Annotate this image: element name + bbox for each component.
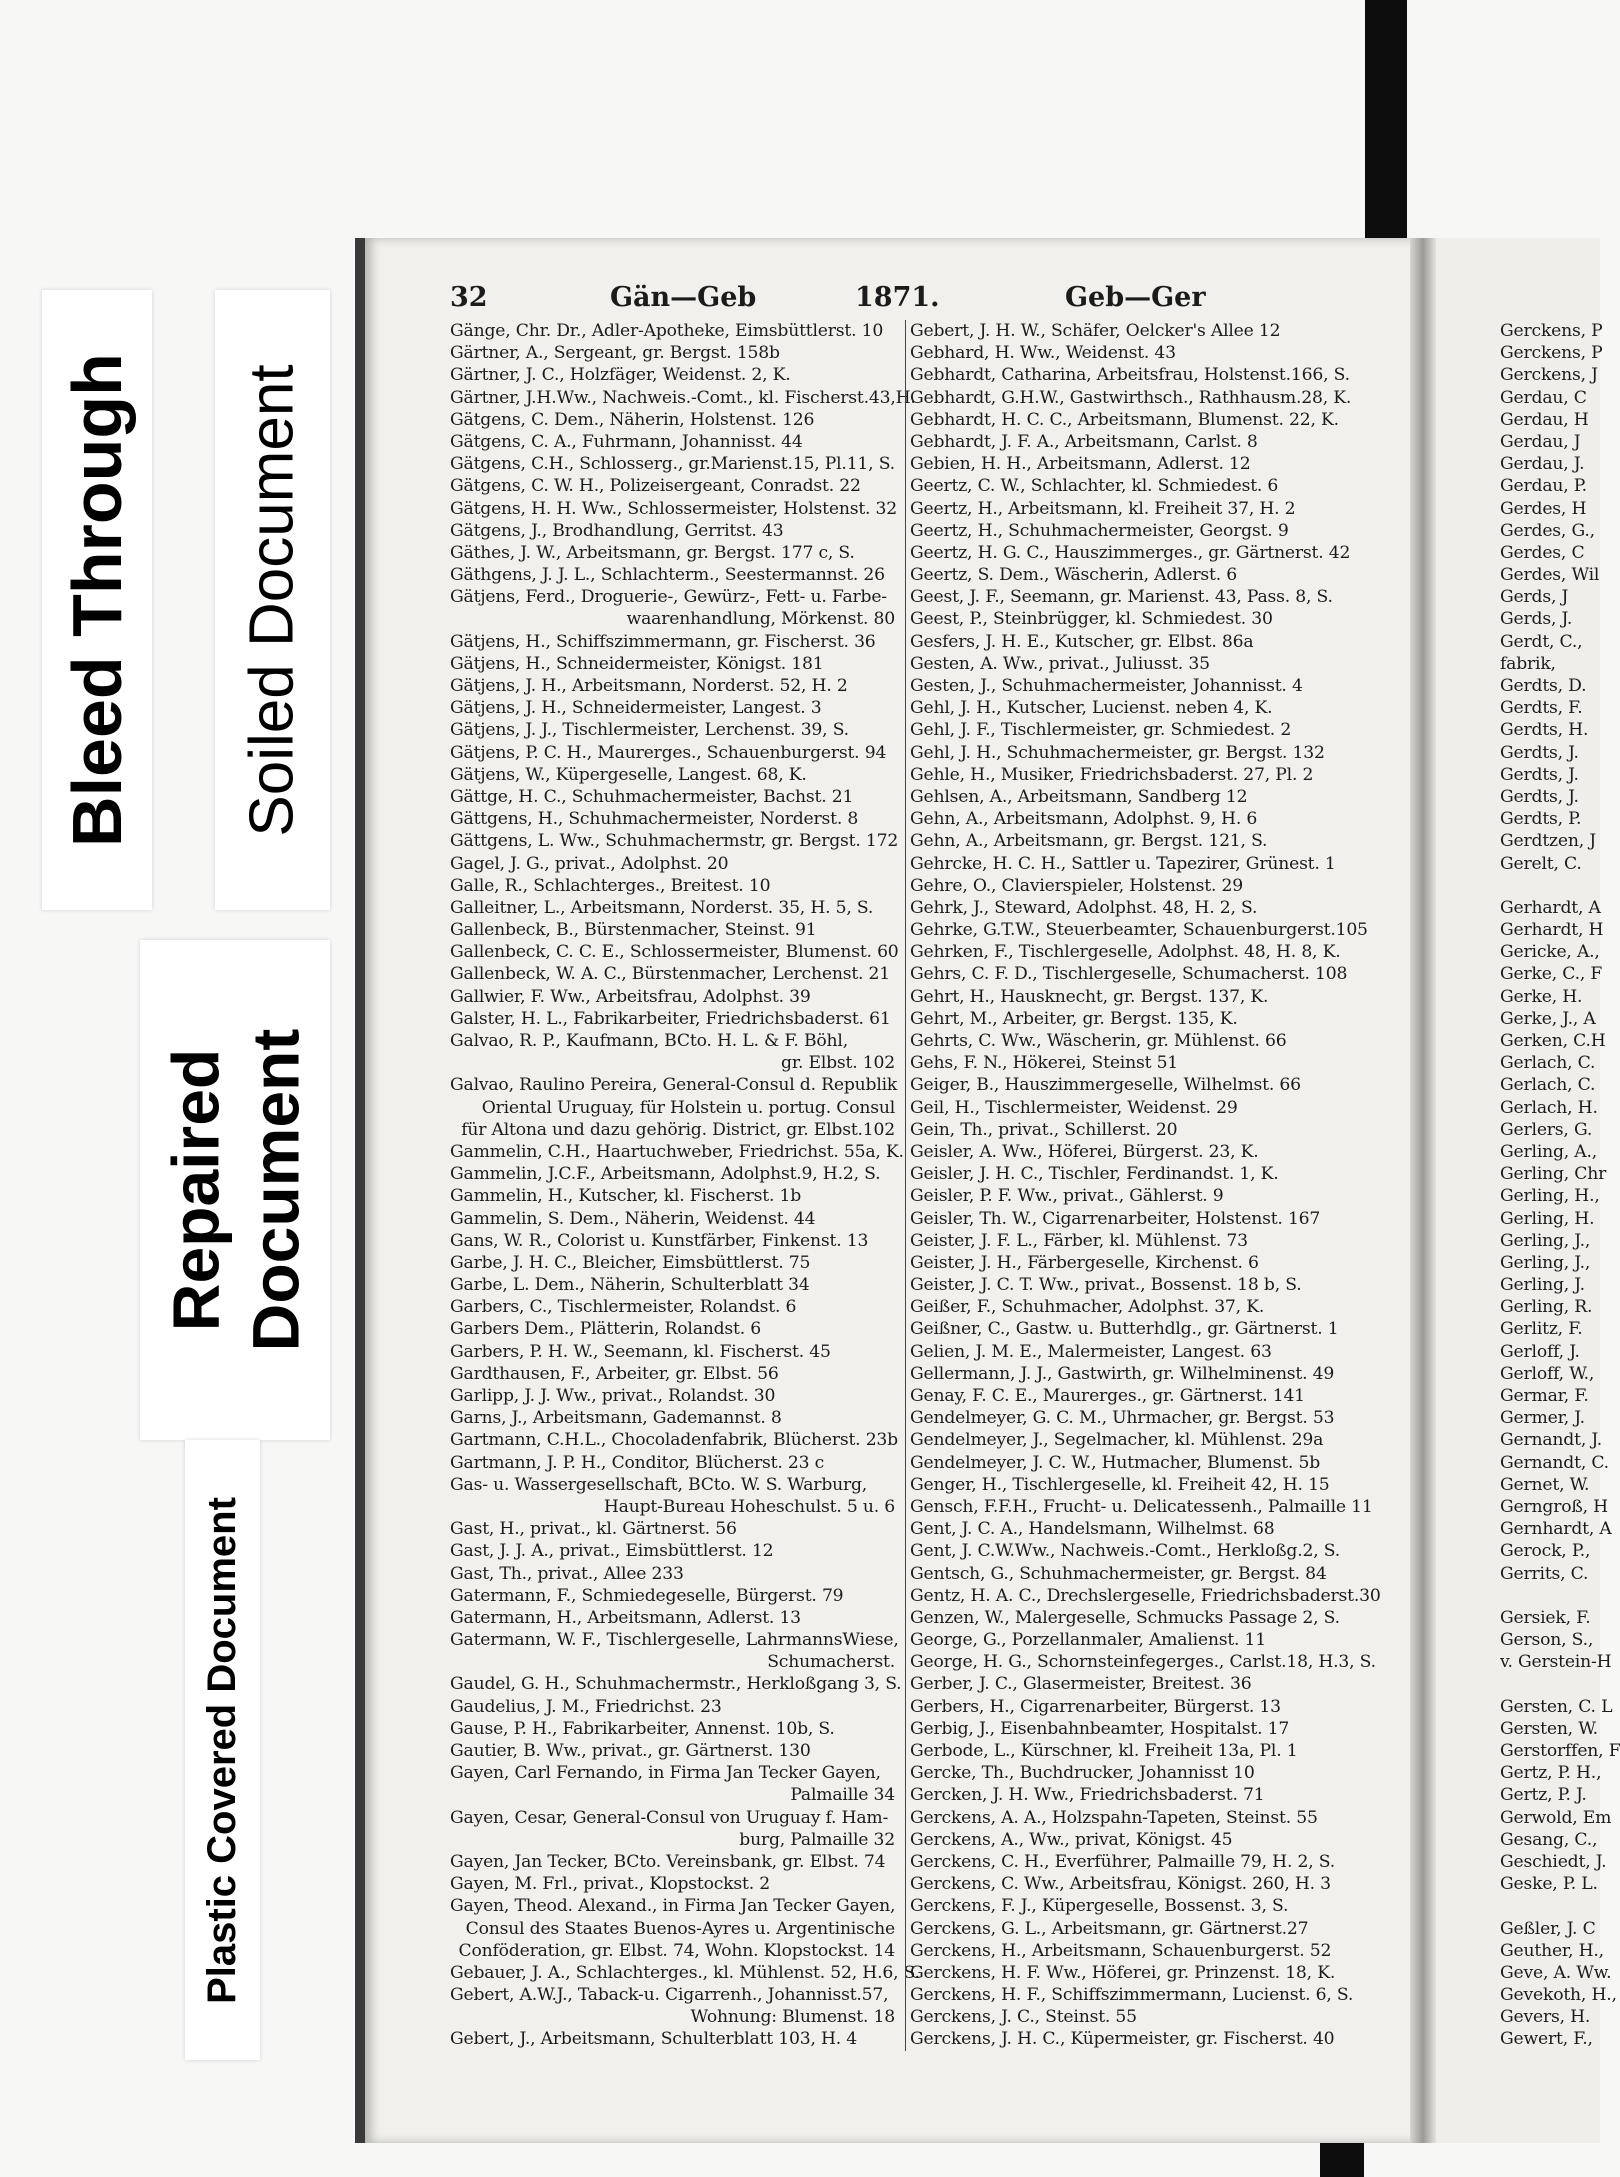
plastic-covered-text: Plastic Covered Document: [200, 1496, 245, 2004]
directory-entry: burg, Palmaille 32: [739, 1829, 895, 1850]
directory-entry: George, H. G., Schornsteinfegerges., Carlst.18, H.3, S.: [910, 1652, 1376, 1673]
directory-entry: Gerckens, F. J., Küpergeselle, Bossenst. 3, S.: [910, 1896, 1289, 1917]
directory-entry: Geßler, J. C: [1500, 1918, 1596, 1939]
repaired-document-text: Repaired Document: [158, 1028, 312, 1352]
directory-entry: Gerdts, P.: [1500, 809, 1582, 830]
directory-entry: Gebert, J., Arbeitsmann, Schulterblatt 103, H. 4: [450, 2029, 858, 2050]
directory-entry: Gersten, W.: [1500, 1718, 1598, 1739]
directory-entry: Gerelt, C.: [1500, 853, 1582, 874]
directory-entry: Gehn, A., Arbeitsmann, Adolphst. 9, H. 6: [910, 809, 1258, 830]
directory-entry: Genger, H., Tischlergeselle, kl. Freiheit 42, H. 15: [910, 1474, 1330, 1495]
directory-entry: Geisler, Th. W., Cigarrenarbeiter, Holstenst. 167: [910, 1208, 1321, 1229]
directory-entry: Gentz, H. A. C., Drechslergeselle, Friedrichsbaderst.30: [910, 1585, 1381, 1606]
directory-entry: Gehrk, J., Steward, Adolphst. 48, H. 2, S.: [910, 897, 1258, 918]
directory-entry: Gerstorffen, F: [1500, 1741, 1620, 1761]
directory-entry: Wohnung: Blumenst. 18: [690, 2007, 895, 2028]
directory-entry: Gallenbeck, B., Bürstenmacher, Steinst. 91: [450, 920, 817, 941]
directory-entry: Gerwold, Em: [1500, 1807, 1612, 1828]
directory-entry: Garlipp, J. J. Ww., privat., Rolandst. 30: [450, 1386, 776, 1406]
directory-entry: Gayen, Cesar, General-Consul von Uruguay f. Ham-: [450, 1807, 889, 1828]
directory-entry: Geertz, H., Schuhmachermeister, Georgst. 9: [910, 520, 1289, 541]
directory-entry: Gayen, Carl Fernando, in Firma Jan Tecker Gayen,: [450, 1763, 881, 1784]
directory-entry: Gesang, C.,: [1500, 1829, 1598, 1850]
directory-entry: Gehre, O., Clavierspieler, Holstenst. 29: [910, 875, 1243, 896]
directory-entry: für Altona und dazu gehörig. District, gr. Elbst.102: [461, 1119, 895, 1140]
directory-entry: Geißer, F., Schuhmacher, Adolphst. 37, K.: [910, 1297, 1265, 1318]
directory-entry: Gernandt, J.: [1500, 1430, 1602, 1451]
repaired-document-label: [140, 940, 330, 1440]
directory-entry: Gehrken, F., Tischlergeselle, Adolphst. 48, H. 8, K.: [910, 942, 1341, 963]
directory-entry: Gerhardt, H: [1500, 920, 1604, 941]
directory-entry: Gerdts, D.: [1500, 676, 1587, 696]
header-right-range: Geb—Ger: [1065, 282, 1206, 313]
directory-entry: Gerngroß, H: [1500, 1496, 1608, 1517]
directory-entry: Gätgens, C. Dem., Näherin, Holstenst. 126: [450, 409, 815, 430]
directory-entry: Gerckens, C. Ww., Arbeitsfrau, Königst. 260, H. 3: [910, 1874, 1331, 1895]
directory-entry: Gebert, A.W.J., Taback-u. Cigarrenh., Johannisst.57,: [450, 1985, 889, 2006]
directory-entry: Gebhardt, J. F. A., Arbeitsmann, Carlst. 8: [910, 431, 1258, 452]
directory-entry: Gent, J. C.W.Ww., Nachweis.-Comt., Herkloßg.2, S.: [910, 1541, 1340, 1562]
directory-entry: Geil, H., Tischlermeister, Weidenst. 29: [910, 1097, 1238, 1118]
directory-entry: Gerock, P.,: [1500, 1541, 1591, 1562]
directory-entry: Haupt-Bureau Hoheschulst. 5 u. 6: [603, 1496, 895, 1517]
directory-entry: Gerber, J. C., Glasermeister, Breitest. 36: [910, 1674, 1252, 1695]
directory-entry: Gäthes, J. W., Arbeitsmann, gr. Bergst. 177 c, S.: [450, 542, 855, 563]
directory-entry: Gättgens, H., Schuhmachermeister, Norderst. 8: [450, 809, 859, 830]
soiled-document-text: Soiled Document: [238, 363, 307, 837]
directory-entry: Gerke, H.: [1500, 986, 1583, 1007]
directory-entry: Gerdes, H: [1500, 498, 1587, 519]
directory-entry: Gehrts, C. Ww., Wäscherin, gr. Mühlenst. 66: [910, 1031, 1287, 1051]
directory-entry: Gerckens, C. H., Everführer, Palmaille 79, H. 2, S.: [910, 1851, 1335, 1872]
directory-entry: Gerlach, C.: [1500, 1053, 1596, 1074]
directory-entry: Gensch, F.F.H., Frucht- u. Delicatessenh., Palmaille 11: [910, 1496, 1373, 1517]
directory-entry: Gerckens, J: [1500, 365, 1598, 386]
directory-entry: Gevekoth, H.,: [1500, 1985, 1617, 2006]
directory-entry: Germar, F.: [1500, 1386, 1589, 1406]
directory-entry: [1500, 1673, 1600, 1695]
directory-entry: Gatermann, H., Arbeitsmann, Adlerst. 13: [450, 1607, 801, 1628]
directory-entry: Gätjens, H., Schneidermeister, Königst. 181: [450, 653, 824, 674]
directory-entry: Gatermann, F., Schmiedegeselle, Bürgerst. 79: [450, 1585, 844, 1606]
directory-entry: Gardthausen, F., Arbeiter, gr. Elbst. 56: [450, 1363, 779, 1384]
directory-entry: Geertz, H. G. C., Hauszimmerges., gr. Gärtnerst. 42: [910, 542, 1351, 563]
directory-entry: Gättgens, L. Ww., Schuhmachermstr, gr. Bergst. 172: [450, 831, 899, 852]
directory-entry: Gerlitz, F.: [1500, 1319, 1583, 1340]
directory-entry: Gerke, C., F: [1500, 964, 1603, 985]
directory-entry: Gerdts, H.: [1500, 720, 1589, 741]
directory-entry: Geertz, H., Arbeitsmann, kl. Freiheit 37, H. 2: [910, 498, 1296, 519]
directory-entry: Gertz, P. H.,: [1500, 1763, 1602, 1784]
directory-entry: Gerckens, P: [1500, 321, 1603, 341]
directory-entry: Consul des Staates Buenos-Ayres u. Argentinische: [465, 1918, 895, 1939]
directory-entry: Gersten, C. L: [1500, 1696, 1613, 1717]
directory-entry: Gesten, A. Ww., privat., Juliusst. 35: [910, 653, 1210, 674]
directory-entry: Gätjens, J. H., Schneidermeister, Langest. 3: [450, 698, 822, 719]
directory-entry: Gerckens, A. A., Holzspahn-Tapeten, Steinst. 55: [910, 1807, 1318, 1828]
directory-entry: Gagel, J. G., privat., Adolphst. 20: [450, 853, 729, 874]
directory-entry: Geschiedt, J.: [1500, 1851, 1607, 1872]
directory-entry: Gernet, W.: [1500, 1474, 1590, 1495]
directory-entry: Gerbers, H., Cigarrenarbeiter, Bürgerst. 13: [910, 1696, 1281, 1717]
directory-entry: Garbe, L. Dem., Näherin, Schulterblatt 34: [450, 1275, 810, 1296]
directory-entry: Gätjens, H., Schiffszimmermann, gr. Fischerst. 36: [450, 631, 876, 652]
directory-entry: Gayen, Jan Tecker, BCto. Vereinsbank, gr. Elbst. 74: [450, 1851, 886, 1872]
directory-entry: Gericke, A.,: [1500, 942, 1600, 963]
directory-entry: Gehl, J. F., Tischlermeister, gr. Schmiedest. 2: [910, 720, 1292, 741]
directory-entry: Gartmann, J. P. H., Conditor, Blücherst. 23 c: [450, 1452, 825, 1473]
bleed-through-text: Bleed Through: [58, 353, 136, 847]
directory-entry: Gerdau, J: [1500, 431, 1581, 452]
directory-entry: Gätgens, C.H., Schlosserg., gr.Marienst.15, Pl.11, S.: [450, 454, 895, 475]
directory-entry: Geisler, J. H. C., Tischler, Ferdinandst. 1, K.: [910, 1164, 1279, 1185]
directory-entry: Schumacherst.: [767, 1652, 895, 1673]
directory-entry: Gerdes, C: [1500, 542, 1585, 563]
directory-entry: Gellermann, J. J., Gastwirth, gr. Wilhelminenst. 49: [910, 1363, 1335, 1384]
directory-entry: [1500, 1585, 1600, 1607]
directory-entry: Gehrt, H., Hausknecht, gr. Bergst. 137, K.: [910, 986, 1269, 1007]
directory-entry: Gerckens, J. C., Steinst. 55: [910, 2007, 1137, 2028]
directory-entry: Geister, J. F. L., Färber, kl. Mühlenst. 73: [910, 1230, 1248, 1251]
directory-entry: Gelien, J. M. E., Malermeister, Langest. 63: [910, 1341, 1272, 1362]
directory-entry: Gein, Th., privat., Schillerst. 20: [910, 1119, 1178, 1140]
directory-entry: Gehn, A., Arbeitsmann, gr. Bergst. 121, S.: [910, 831, 1268, 852]
directory-entry: Gersiek, F.: [1500, 1607, 1591, 1628]
directory-entry: Galleitner, L., Arbeitsmann, Norderst. 35, H. 5, S.: [450, 897, 874, 918]
directory-entry: Gebien, H. H., Arbeitsmann, Adlerst. 12: [910, 454, 1251, 475]
directory-entry: Gerbig, J., Eisenbahnbeamter, Hospitalst. 17: [910, 1718, 1290, 1739]
directory-entry: Garbe, J. H. C., Bleicher, Eimsbüttlerst. 75: [450, 1252, 811, 1273]
directory-entry: Gerckens, H. F. Ww., Höferei, gr. Prinzenst. 18, K.: [910, 1962, 1336, 1983]
directory-entry: Gerken, C.H: [1500, 1031, 1606, 1051]
directory-entry: Gesfers, J. H. E., Kutscher, gr. Elbst. 86a: [910, 631, 1254, 652]
directory-entry: Gernandt, C.: [1500, 1452, 1609, 1473]
directory-entry: Gaudelius, J. M., Friedrichst. 23: [450, 1696, 722, 1717]
directory-entry: Gammelin, H., Kutscher, kl. Fischerst. 1b: [450, 1186, 802, 1207]
directory-entry: Oriental Uruguay, für Holstein u. portug. Consul: [481, 1097, 895, 1118]
directory-entry: v. Gerstein-H: [1500, 1652, 1612, 1673]
directory-entry: gr. Elbst. 102: [781, 1053, 895, 1074]
directory-entry: Gätjens, P. C. H., Maurerges., Schauenburgerst. 94: [450, 742, 887, 763]
directory-entry: Gammelin, C.H., Haartuchweber, Friedrichst. 55a, K.: [450, 1141, 904, 1162]
directory-entry: Gerdts, F.: [1500, 698, 1583, 719]
directory-entry: Gätgens, C. A., Fuhrmann, Johannisst. 44: [450, 431, 803, 452]
directory-entry: Gerds, J: [1500, 587, 1569, 608]
directory-entry: Gerlach, C.: [1500, 1075, 1596, 1096]
directory-entry: Gerckens, J. H. C., Küpermeister, gr. Fischerst. 40: [910, 2029, 1335, 2050]
directory-entry: Gatermann, W. F., Tischlergeselle, LahrmannsWiese,: [450, 1630, 899, 1651]
directory-entry: Gerlers, G.: [1500, 1119, 1593, 1140]
directory-entry: Geister, J. C. T. Ww., privat., Bossenst. 18 b, S.: [910, 1275, 1302, 1296]
directory-entry: Gerling, H.,: [1500, 1186, 1600, 1207]
directory-entry: Gallenbeck, W. A. C., Bürstenmacher, Lerchenst. 21: [450, 964, 891, 985]
directory-entry: Gätjens, W., Küpergeselle, Langest. 68, K.: [450, 764, 807, 785]
directory-entry: Gayen, Theod. Alexand., in Firma Jan Tecker Gayen,: [450, 1896, 896, 1917]
directory-entry: Garbers, C., Tischlermeister, Rolandst. 6: [450, 1297, 797, 1318]
directory-entry: Genay, F. C. E., Maurerges., gr. Gärtnerst. 141: [910, 1386, 1305, 1406]
directory-entry: Gerbode, L., Kürschner, kl. Freiheit 13a, Pl. 1: [910, 1741, 1298, 1761]
directory-entry: Gebhardt, Catharina, Arbeitsfrau, Holstenst.166, S.: [910, 365, 1350, 386]
directory-entry: Geve, A. Ww.: [1500, 1962, 1612, 1983]
directory-entry: Gänge, Chr. Dr., Adler-Apotheke, Eimsbüttlerst. 10: [450, 321, 884, 341]
directory-entry: Gause, P. H., Fabrikarbeiter, Annenst. 10b, S.: [450, 1718, 835, 1739]
directory-entry: Gayen, M. Frl., privat., Klopstockst. 2: [450, 1874, 770, 1895]
directory-entry: Gautier, B. Ww., privat., gr. Gärtnerst. 130: [450, 1741, 811, 1761]
directory-entry: Garbers, P. H. W., Seemann, kl. Fischerst. 45: [450, 1341, 831, 1362]
directory-entry: Gehrt, M., Arbeiter, gr. Bergst. 135, K.: [910, 1008, 1238, 1029]
directory-entry: Gerdts, J.: [1500, 742, 1579, 763]
directory-entry: George, G., Porzellanmaler, Amalienst. 11: [910, 1630, 1267, 1651]
directory-entry: Geisler, A. Ww., Höferei, Bürgerst. 23, K.: [910, 1141, 1259, 1162]
directory-entry: fabrik,: [1500, 653, 1556, 674]
directory-entry: Gerdau, J.: [1500, 454, 1585, 475]
directory-entry: Gärtner, J. C., Holzfäger, Weidenst. 2, K.: [450, 365, 791, 386]
directory-entry: Palmaille 34: [790, 1785, 895, 1806]
directory-entry: Gebert, J. H. W., Schäfer, Oelcker's Allee 12: [910, 321, 1281, 341]
directory-entry: Gätjens, J. J., Tischlermeister, Lerchenst. 39, S.: [450, 720, 849, 741]
binding-strip-bottom: [1320, 2143, 1364, 2177]
directory-entry: Gerckens, H. F., Schiffszimmermann, Lucienst. 6, S.: [910, 1985, 1354, 2006]
directory-entry: Gerdt, C.,: [1500, 631, 1583, 652]
directory-entry: Gerdau, H: [1500, 409, 1589, 430]
directory-entry: Gehle, H., Musiker, Friedrichsbaderst. 27, Pl. 2: [910, 764, 1314, 785]
directory-entry: Geuther, H.,: [1500, 1940, 1604, 1961]
directory-entry: Gärtner, A., Sergeant, gr. Bergst. 158b: [450, 343, 780, 364]
directory-entry: Gehl, J. H., Schuhmachermeister, gr. Bergst. 132: [910, 742, 1325, 763]
directory-entry: Gendelmeyer, G. C. M., Uhrmacher, gr. Bergst. 53: [910, 1408, 1335, 1429]
directory-entry: Gehrs, C. F. D., Tischlergeselle, Schumacherst. 108: [910, 964, 1348, 985]
directory-entry: Gallenbeck, C. C. E., Schlossermeister, Blumenst. 60: [450, 942, 899, 963]
directory-entry: Gerling, A.,: [1500, 1141, 1598, 1162]
directory-entry: Gebhardt, G.H.W., Gastwirthsch., Rathhausm.28, K.: [910, 387, 1352, 408]
directory-entry: Gehrke, G.T.W., Steuerbeamter, Schauenburgerst.105: [910, 920, 1368, 941]
header-left-range: Gän—Geb: [610, 282, 757, 313]
directory-entry: Geest, P., Steinbrügger, kl. Schmiedest. 30: [910, 609, 1273, 630]
directory-entry: Garns, J., Arbeitsmann, Gademannst. 8: [450, 1408, 782, 1429]
directory-entry: Gentsch, G., Schuhmachermeister, gr. Bergst. 84: [910, 1563, 1327, 1584]
directory-entry: Gerdts, J.: [1500, 764, 1579, 785]
directory-entry: Geisler, P. F. Ww., privat., Gählerst. 9: [910, 1186, 1224, 1207]
directory-entry: Gewert, F.,: [1500, 2029, 1593, 2050]
directory-entry: Genzen, W., Malergeselle, Schmucks Passage 2, S.: [910, 1607, 1340, 1628]
directory-entry: Gerling, J.,: [1500, 1230, 1591, 1251]
directory-entry: Gätjens, J. H., Arbeitsmann, Norderst. 52, H. 2: [450, 676, 848, 696]
directory-entry: Gerhardt, A: [1500, 897, 1601, 918]
directory-entry: [1500, 875, 1600, 897]
directory-entry: Germer, J.: [1500, 1408, 1585, 1429]
directory-entry: Gebhardt, H. C. C., Arbeitsmann, Blumenst. 22, K.: [910, 409, 1339, 430]
directory-entry: Gerds, J.: [1500, 609, 1573, 630]
directory-entry: Gerlach, H.: [1500, 1097, 1598, 1118]
directory-entry: Galle, R., Schlachterges., Breitest. 10: [450, 875, 771, 896]
directory-entry: Conföderation, gr. Elbst. 74, Wohn. Klopstockst. 14: [458, 1940, 895, 1961]
directory-entry: Gerdes, G.,: [1500, 520, 1595, 541]
directory-entry: Gast, J. J. A., privat., Eimsbüttlerst. 12: [450, 1541, 774, 1562]
directory-entry: Gercken, J. H. Ww., Friedrichsbaderst. 71: [910, 1785, 1265, 1806]
directory-entry: Gätgens, C. W. H., Polizeisergeant, Conradst. 22: [450, 476, 861, 497]
directory-entry: Gätgens, J., Brodhandlung, Gerritst. 43: [450, 520, 784, 541]
binding-strip-top: [1365, 0, 1407, 238]
directory-entry: Gerckens, H., Arbeitsmann, Schauenburgerst. 52: [910, 1940, 1332, 1961]
directory-entry: Gärtner, J.H.Ww., Nachweis.-Comt., kl. Fischerst.43,H.: [450, 387, 916, 408]
directory-entry: Gammelin, S. Dem., Näherin, Weidenst. 44: [450, 1208, 816, 1229]
facing-page-column: [1500, 320, 1620, 2051]
directory-entry: Gaudel, G. H., Schuhmachermstr., Herkloßgang 3, S.: [450, 1674, 902, 1695]
directory-entry: Gättge, H. C., Schuhmachermeister, Bachst. 21: [450, 786, 854, 807]
directory-entry: Garbers Dem., Plätterin, Rolandst. 6: [450, 1319, 762, 1340]
directory-entry: Geest, J. F., Seemann, gr. Marienst. 43, Pass. 8, S.: [910, 587, 1333, 608]
directory-entry: Gerckens, G. L., Arbeitsmann, gr. Gärtnerst.27: [910, 1918, 1309, 1939]
directory-entry: Galvao, Raulino Pereira, General-Consul d. Republik: [450, 1075, 898, 1096]
directory-entry: Gerdau, C: [1500, 387, 1587, 408]
page-header: [450, 282, 1350, 314]
directory-entry: Gerdes, Wil: [1500, 565, 1600, 586]
directory-entry: Gendelmeyer, J. C. W., Hutmacher, Blumenst. 5b: [910, 1452, 1320, 1473]
directory-entry: Geertz, S. Dem., Wäscherin, Adlerst. 6: [910, 565, 1238, 586]
directory-entry: Gehl, J. H., Kutscher, Lucienst. neben 4, K.: [910, 698, 1273, 719]
directory-entry: Gartmann, C.H.L., Chocoladenfabrik, Blücherst. 23b: [450, 1430, 898, 1451]
directory-entry: Geske, P. L.: [1500, 1874, 1598, 1895]
page-number: 32: [450, 282, 488, 313]
directory-entry: Gent, J. C. A., Handelsmann, Wilhelmst. 68: [910, 1519, 1275, 1540]
directory-entry: Geiger, B., Hauszimmergeselle, Wilhelmst. 66: [910, 1075, 1301, 1096]
page-gutter: [1410, 238, 1436, 2143]
directory-entry: Gerdts, J.: [1500, 786, 1579, 807]
directory-entry: Gerling, R.: [1500, 1297, 1593, 1318]
directory-entry: Gertz, P. J.: [1500, 1785, 1587, 1806]
left-column: [450, 320, 920, 2051]
directory-entry: Gans, W. R., Colorist u. Kunstfärber, Finkenst. 13: [450, 1230, 869, 1251]
directory-entry: Gätjens, Ferd., Droguerie-, Gewürz-, Fett- u. Farbe-: [450, 587, 887, 608]
directory-entry: Gammelin, J.C.F., Arbeitsmann, Adolphst.9, H.2, S.: [450, 1164, 881, 1185]
directory-entry: Gehlsen, A., Arbeitsmann, Sandberg 12: [910, 786, 1248, 807]
directory-entry: waarenhandlung, Mörkenst. 80: [626, 609, 895, 630]
directory-entry: Gehs, F. N., Hökerei, Steinst 51: [910, 1053, 1179, 1074]
directory-entry: Geißner, C., Gastw. u. Butterhdlg., gr. Gärtnerst. 1: [910, 1319, 1339, 1340]
directory-entry: Gebhard, H. Ww., Weidenst. 43: [910, 343, 1176, 364]
directory-entry: Gas- u. Wassergesellschaft, BCto. W. S. Warburg,: [450, 1474, 868, 1495]
directory-entry: Gerckens, A., Ww., privat, Königst. 45: [910, 1829, 1233, 1850]
directory-entry: Gercke, Th., Buchdrucker, Johannisst 10: [910, 1763, 1255, 1784]
directory-entry: Gäthgens, J. J. L., Schlachterm., Seestermannst. 26: [450, 565, 885, 586]
directory-entry: Gerloff, J.: [1500, 1341, 1580, 1362]
directory-entry: Gätgens, H. H. Ww., Schlossermeister, Holstenst. 32: [450, 498, 898, 519]
bleed-through-label: [42, 290, 152, 910]
directory-entry: [1500, 1895, 1600, 1917]
directory-entry: Gerling, J.,: [1500, 1252, 1591, 1273]
directory-entry: Gerckens, P: [1500, 343, 1603, 364]
directory-entry: Gerling, J.: [1500, 1275, 1585, 1296]
directory-entry: Gendelmeyer, J., Segelmacher, kl. Mühlenst. 29a: [910, 1430, 1324, 1451]
directory-entry: Gerloff, W.,: [1500, 1363, 1595, 1384]
soiled-document-label: [215, 290, 330, 910]
header-year: 1871.: [855, 282, 940, 313]
directory-entry: Gerrits, C.: [1500, 1563, 1589, 1584]
right-column: [905, 320, 1410, 2051]
directory-entry: Galvao, R. P., Kaufmann, BCto. H. L. & F. Böhl,: [450, 1031, 848, 1051]
directory-entry: Gerke, J., A: [1500, 1008, 1596, 1029]
directory-entry: Gast, Th., privat., Allee 233: [450, 1563, 684, 1584]
directory-entry: Gehrcke, H. C. H., Sattler u. Tapezirer, Grünest. 1: [910, 853, 1336, 874]
directory-entry: Gerson, S.,: [1500, 1630, 1594, 1651]
directory-entry: Geister, J. H., Färbergeselle, Kirchenst. 6: [910, 1252, 1259, 1273]
directory-entry: Gerling, H.: [1500, 1208, 1595, 1229]
directory-entry: Gebauer, J. A., Schlachterges., kl. Mühlenst. 52, H.6, S.: [450, 1962, 920, 1983]
directory-entry: Gesten, J., Schuhmachermeister, Johannisst. 4: [910, 676, 1303, 696]
directory-entry: Galster, H. L., Fabrikarbeiter, Friedrichsbaderst. 61: [450, 1008, 891, 1029]
directory-entry: Gerdau, P.: [1500, 476, 1587, 497]
directory-entry: Gerling, Chr: [1500, 1164, 1607, 1185]
directory-entry: Geertz, C. W., Schlachter, kl. Schmiedest. 6: [910, 476, 1279, 497]
directory-entry: Gerdtzen, J: [1500, 831, 1596, 852]
directory-entry: Gallwier, F. Ww., Arbeitsfrau, Adolphst. 39: [450, 986, 811, 1007]
directory-entry: Gernhardt, A: [1500, 1519, 1612, 1540]
directory-entry: Gast, H., privat., kl. Gärtnerst. 56: [450, 1519, 737, 1540]
directory-entry: Gevers, H.: [1500, 2007, 1591, 2028]
plastic-covered-label: [185, 1440, 260, 2060]
